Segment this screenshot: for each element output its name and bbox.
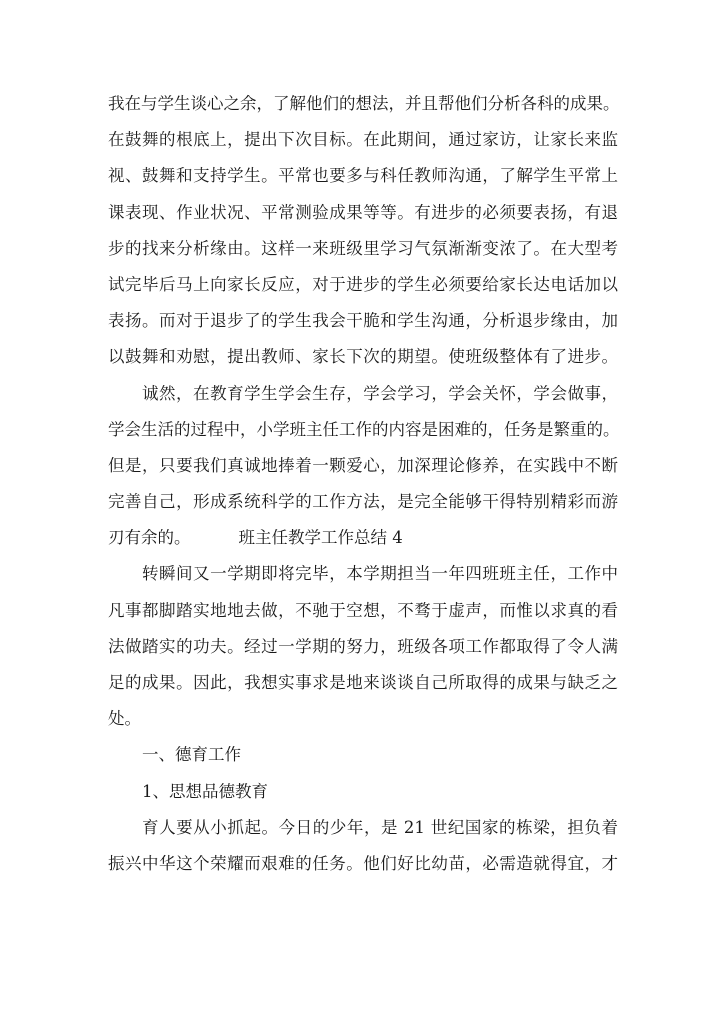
text-line: 课表现、作业状况、平常测验成果等等。有进步的必须要表扬，有退: [108, 202, 618, 222]
text-line: 诚然，在教育学生学会生存，学会学习，学会关怀，学会做事，: [142, 383, 618, 403]
text-line-end: 刃有余的。: [108, 528, 191, 548]
document-body: [108, 92, 618, 888]
text-line: 转瞬间又一学期即将完毕，本学期担当一年四班班主任，工作中: [142, 564, 618, 584]
text-line: 育人要从小抓起。今日的少年，是 21 世纪国家的栋梁，担负着: [142, 817, 618, 837]
text-line: 但是，只要我们真诚地捧着一颗爱心，加深理论修养，在实践中不断: [108, 455, 618, 475]
text-line: 表扬。而对于退步了的学生我会干脆和学生沟通，分析退步缘由，加: [108, 311, 618, 331]
text-line: 步的找来分析缘由。这样一来班级里学习气氛渐渐变浓了。在大型考: [108, 238, 618, 258]
text-line: 以鼓舞和劝慰，提出教师、家长下次的期望。使班级整体有了进步。: [108, 347, 618, 367]
text-line: 足的成果。因此，我想实事求是地来谈谈自己所取得的成果与缺乏之: [108, 673, 618, 692]
text-line: 处。: [108, 709, 141, 729]
text-line: 振兴中华这个荣耀而艰难的任务。他们好比幼苗，必需造就得宜，才: [108, 853, 618, 873]
text-line: 法做踏实的功夫。经过一学期的努力，班级各项工作都取得了令人满: [108, 636, 618, 656]
heading-ideology: 1、思想品德教育: [142, 781, 268, 801]
text-line: 凡事都脚踏实地地去做，不驰于空想，不骛于虚声，而惟以求真的看: [108, 600, 618, 620]
section-title: 班主任教学工作总结 4: [238, 528, 403, 548]
text-line: [108, 526, 618, 562]
text-line: 视、鼓舞和支持学生。平常也要多与科任教师沟通，了解学生平常上: [108, 166, 618, 186]
heading-moral-education: 一、德育工作: [142, 745, 241, 765]
text-line: 学会生活的过程中，小学班主任工作的内容是困难的，任务是繁重的。: [108, 419, 620, 439]
text-line: 完善自己，形成系统科学的工作方法，是完全能够干得特别精彩而游: [108, 492, 618, 512]
text-line: 我在与学生谈心之余，了解他们的想法，并且帮他们分析各科的成果。: [108, 94, 620, 113]
text-line: 在鼓舞的根底上，提出下次目标。在此期间，通过家访，让家长来监: [108, 130, 618, 150]
text-line: 试完毕后马上向家长反应，对于进步的学生必须要给家长达电话加以: [108, 274, 618, 294]
